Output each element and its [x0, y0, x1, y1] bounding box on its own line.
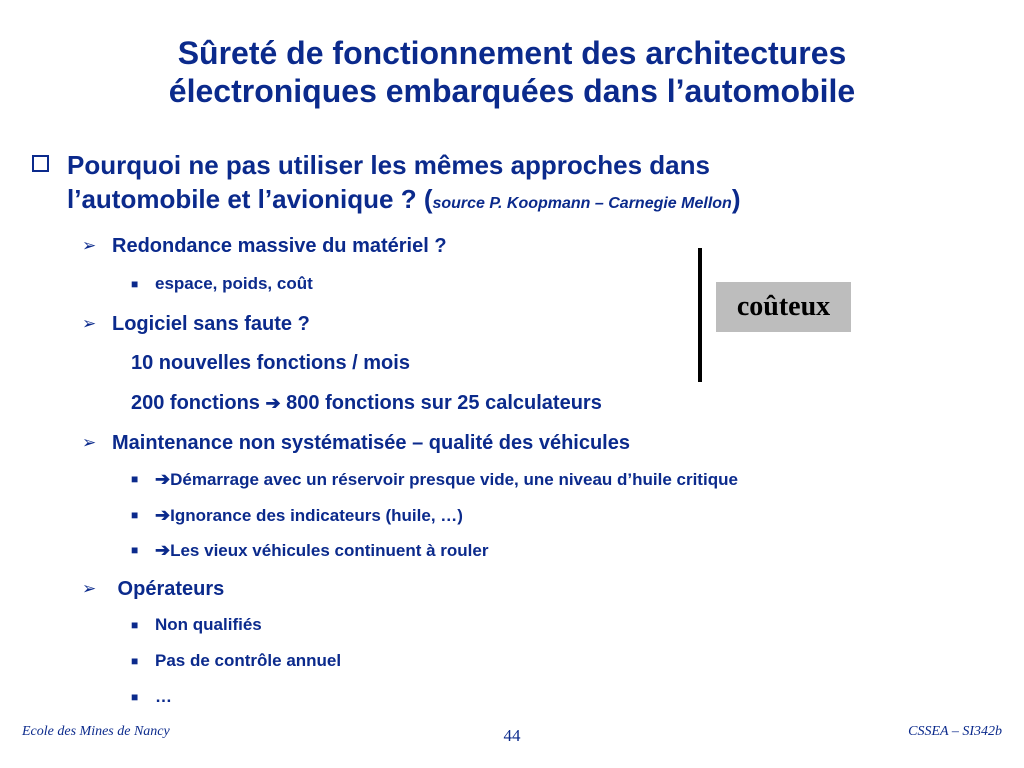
main-bullet-close-paren: ) [731, 184, 741, 214]
arrowhead-icon: ➢ [82, 314, 97, 333]
sub-bullet-ignorance [155, 504, 463, 527]
arrowhead-icon: ➢ [82, 433, 97, 452]
bullet-maintenance: Maintenance non systématisée – qualité des véhicules [112, 432, 630, 454]
square-bullet-icon: ■ [131, 690, 139, 704]
footer-school: Ecole des Mines de Nancy [22, 724, 170, 739]
vertical-divider [698, 248, 702, 382]
title-line-2: électroniques embarquées dans l’automobile [168, 73, 856, 109]
arrowhead-icon: ➢ [82, 236, 97, 255]
right-arrow-icon: ➔ [155, 540, 171, 560]
sub-bullet-espace: espace, poids, coût [155, 274, 313, 293]
square-bullet-icon: ■ [131, 472, 139, 486]
square-bullet-icon: ■ [131, 618, 139, 632]
bullet-operateurs: Opérateurs [112, 578, 225, 600]
bullet-logiciel: Logiciel sans faute ? [112, 313, 310, 335]
main-bullet-text [67, 148, 967, 221]
line-nouvelles-fonctions: 10 nouvelles fonctions / mois [131, 352, 410, 374]
page-number: 44 [503, 726, 521, 745]
callout-box: coûteux [716, 282, 851, 332]
right-arrow-icon: ➔ [155, 469, 171, 489]
sub-bullet-non-qualifies: Non qualifiés [155, 615, 262, 634]
right-arrow-icon: ➔ [265, 393, 281, 413]
text-200-fonctions: 200 fonctions [131, 392, 260, 414]
main-bullet-line-1: Pourquoi ne pas utiliser les mêmes approches dans [67, 150, 710, 180]
arrowhead-icon: ➢ [82, 579, 97, 598]
text-ignorance: Ignorance des indicateurs (huile, …) [170, 506, 463, 525]
square-bullet-icon: ■ [131, 543, 139, 557]
slide-title [0, 34, 1024, 110]
sub-bullet-demarrage [155, 468, 738, 491]
checkbox-icon [32, 155, 49, 172]
sub-bullet-controle-annuel: Pas de contrôle annuel [155, 651, 342, 670]
sub-bullet-vieux-vehicules [155, 539, 488, 562]
sub-bullet-ellipsis: … [155, 687, 172, 706]
square-bullet-icon: ■ [131, 508, 139, 522]
right-arrow-icon: ➔ [155, 505, 171, 525]
square-bullet-icon: ■ [131, 654, 139, 668]
text-vieux-vehicules: Les vieux véhicules continuent à rouler [170, 541, 489, 560]
bullet-redondance: Redondance massive du matériel ? [112, 235, 447, 257]
square-bullet-icon: ■ [131, 277, 139, 291]
text-800-fonctions: 800 fonctions sur 25 calculateurs [286, 392, 602, 414]
main-bullet-source: source P. Koopmann – Carnegie Mellon [432, 195, 732, 212]
main-bullet-line-2: l’automobile et l’avionique ? ( [67, 184, 433, 214]
text-demarrage: Démarrage avec un réservoir presque vide, une niveau d’huile critique [170, 470, 738, 489]
title-line-1: Sûreté de fonctionnement des architectures [177, 35, 847, 71]
line-200-fonctions [131, 391, 602, 415]
footer-course: CSSEA – SI342b [908, 724, 1002, 739]
